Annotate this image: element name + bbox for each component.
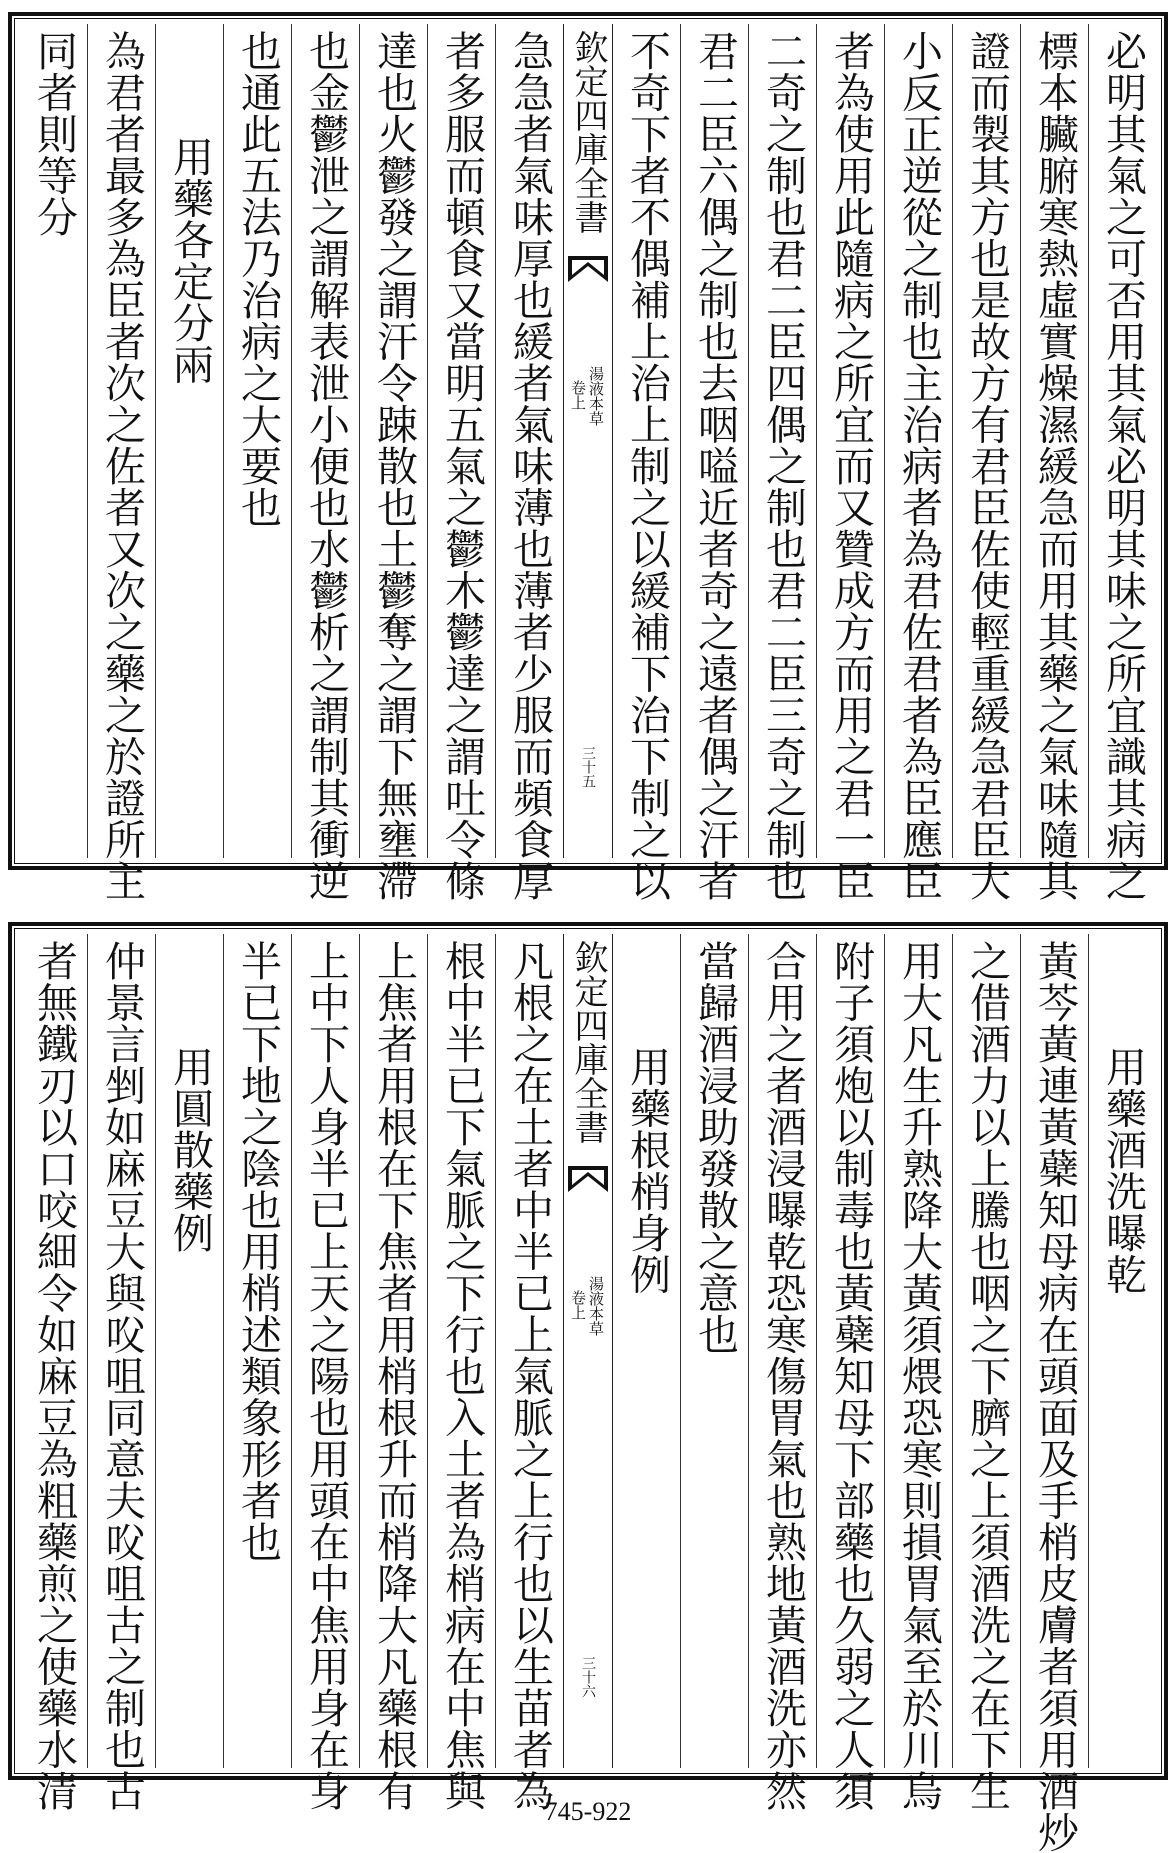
page-number: 三十五 <box>580 746 596 788</box>
volume-label: 卷上 <box>569 380 587 410</box>
column-text: 者無鐵刃以口咬細令如麻豆為粗藥煎之使藥水清 <box>30 940 78 1812</box>
text-column <box>88 24 156 902</box>
text-column <box>292 24 360 902</box>
text-column <box>749 24 817 902</box>
text-column <box>20 24 88 858</box>
column-text: 必明其氣之可否用其氣必明其味之所宜識其病之 <box>1099 30 1147 902</box>
column-text: 不奇下者不偶補上治上制之以緩補下治下制之以 <box>623 30 671 902</box>
column-text: 附子須炮以制毒也黃蘗知母下部藥也久弱之人須 <box>827 940 875 1812</box>
text-column <box>817 24 885 902</box>
column-text: 上中下人身半已上天之陽也用頭在中焦用身在身 <box>302 940 350 1812</box>
center-fold <box>563 934 613 1768</box>
section-heading: 用藥各定分兩 <box>166 136 214 385</box>
column-text: 合用之者酒浸曝乾恐寒傷胃氣也熟地黃酒洗亦然 <box>759 940 807 1812</box>
section-heading-column <box>156 934 224 1768</box>
footer-page-code: 745-922 <box>544 1797 632 1826</box>
text-column <box>1021 24 1089 902</box>
text-column <box>360 934 428 1812</box>
text-column <box>953 24 1021 902</box>
text-column <box>681 24 749 902</box>
text-column <box>1021 934 1089 1853</box>
column-text: 也金鬱泄之謂解表泄小便也水鬱析之謂制其衝逆 <box>302 30 350 902</box>
column-text: 者多服而頓食又當明五氣之鬱木鬱達之謂吐令條 <box>438 30 486 902</box>
text-column <box>817 934 885 1812</box>
text-column <box>749 934 817 1812</box>
section-heading-column <box>1089 934 1156 1768</box>
text-column <box>88 934 156 1812</box>
series-title: 欽定四庫全書 <box>568 940 608 1144</box>
column-text: 證而製其方也是故方有君臣佐使輕重緩急君臣大 <box>963 30 1011 902</box>
text-column <box>224 24 292 858</box>
column-text: 君二臣六偶之制也去咽嗌近者奇之遠者偶之汗者 <box>691 30 739 902</box>
text-column <box>292 934 360 1812</box>
section-heading: 用藥根梢身例 <box>623 1046 671 1295</box>
section-heading-column <box>613 934 681 1768</box>
column-text: 半已下地之陰也用梢述類象形者也 <box>234 940 282 1563</box>
column-text: 黃芩黃連黃蘗知母病在頭面及手梢皮膚者須用酒炒 <box>1031 940 1079 1853</box>
text-column <box>953 934 1021 1812</box>
text-column <box>885 24 953 902</box>
text-column <box>885 934 953 1812</box>
column-text: 達也火鬱發之謂汗令踈散也土鬱奪之謂下無壅滯 <box>370 30 418 902</box>
series-title: 欽定四庫全書 <box>568 30 608 234</box>
section-heading: 用圓散藥例 <box>166 1046 214 1254</box>
column-text: 上焦者用根在下焦者用梢根升而梢降大凡藥根有 <box>370 940 418 1812</box>
column-text: 也通此五法乃治病之大要也 <box>234 30 282 528</box>
column-text: 用大凡生升熟降大黃須煨恐寒則損胃氣至於川烏 <box>895 940 943 1812</box>
page-number: 三十六 <box>580 1656 596 1698</box>
text-column <box>20 934 88 1812</box>
column-text: 仲景言剉如麻豆大與㕮咀同意夫㕮咀古之制也古 <box>98 940 146 1812</box>
column-text: 標本臟腑寒熱虛實燥濕緩急而用其藥之氣味隨其 <box>1031 30 1079 902</box>
book-title: 湯液本草 <box>587 366 605 426</box>
column-text: 二奇之制也君二臣四偶之制也君二臣三奇之制也 <box>759 30 807 902</box>
section-heading-column <box>156 24 224 858</box>
section-heading: 用藥酒洗曝乾 <box>1099 1046 1147 1295</box>
column-text: 同者則等分 <box>30 30 78 238</box>
column-text: 根中半已下氣脈之下行也入土者為梢病在中焦與 <box>438 940 486 1812</box>
column-text: 急急者氣味厚也緩者氣味薄也薄者少服而頻食厚 <box>506 30 554 902</box>
text-column <box>224 934 292 1768</box>
fish-tail-mark-icon <box>568 256 608 282</box>
volume-label: 卷上 <box>569 1290 587 1320</box>
column-text: 為君者最多為臣者次之佐者又次之藥之於證所主 <box>98 30 146 902</box>
page-panel-top <box>8 12 1168 902</box>
column-text: 之借酒力以上騰也咽之下臍之上須酒洗之在下生 <box>963 940 1011 1812</box>
text-column <box>496 24 563 902</box>
fish-tail-mark-icon <box>568 1166 608 1192</box>
text-column <box>428 934 496 1812</box>
text-column <box>681 934 749 1768</box>
column-text: 小反正逆從之制也主治病者為君佐君者為臣應臣 <box>895 30 943 902</box>
column-text: 當歸酒浸助發散之意也 <box>691 940 739 1355</box>
text-column <box>613 24 681 902</box>
column-text: 凡根之在土者中半已上氣脈之上行也以生苗者為 <box>506 940 554 1812</box>
center-fold <box>563 24 613 858</box>
text-column <box>496 934 563 1812</box>
text-column <box>1089 24 1156 902</box>
column-text: 者為使用此隨病之所宜而又贊成方而用之君一臣 <box>827 30 875 902</box>
book-title: 湯液本草 <box>587 1276 605 1336</box>
text-column <box>360 24 428 902</box>
text-column <box>428 24 496 902</box>
